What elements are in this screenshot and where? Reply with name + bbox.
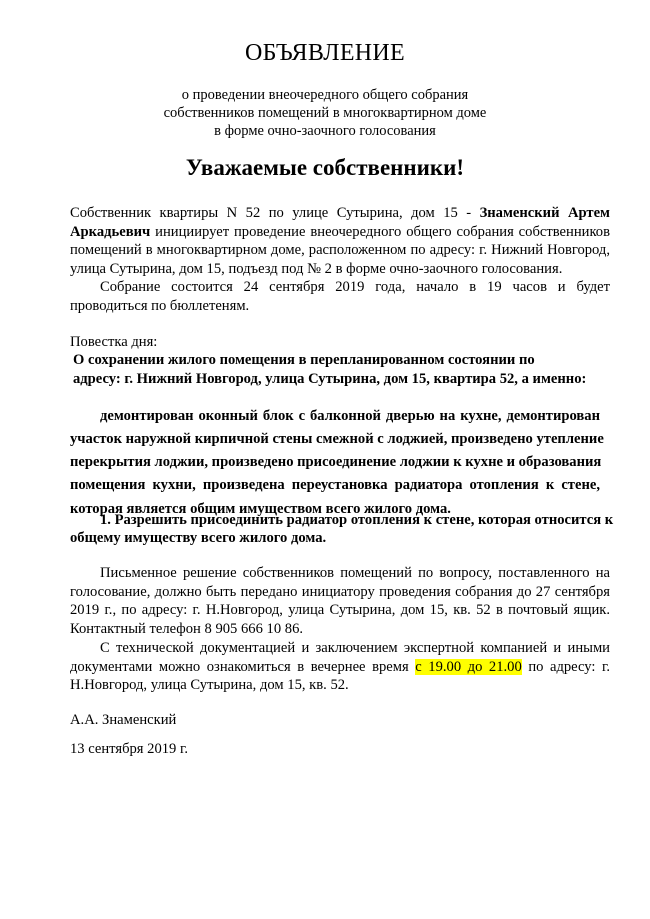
paragraph-documents <box>100 639 610 658</box>
p3-line-4: Контактный телефон 8 905 666 10 86. <box>70 620 304 637</box>
item1-line-1: 1. Разрешить присоединить радиатор отопления к стене, которая относится к <box>100 512 614 528</box>
details-line-2: участок наружной кирпичной стены смежной с лоджией, произведено утепление <box>70 431 604 447</box>
paragraph-decision-rest <box>70 583 610 639</box>
date: 13 сентября 2019 г. <box>70 741 188 757</box>
agenda-line-1: О сохранении жилого помещения в перепланированном состоянии по <box>73 352 535 368</box>
details-line-1: демонтирован оконный блок с балконной дверью на кухне, демонтирован <box>100 408 600 424</box>
p3-line-3: 2019 г., по адресу: г. Н.Новгород, улица Сутырина, дом 15, кв. 52 в почтовый ящик. <box>70 602 610 619</box>
details-line-3: перекрытия лоджии, произведено присоединение лоджии к кухне и образования <box>70 454 602 471</box>
details-paragraph <box>100 405 600 429</box>
p4-line-1: С технической документацией и заключением экспертной компанией и иными <box>100 640 610 656</box>
item1-line-2: общему имуществу всего жилого дома. <box>70 530 327 546</box>
details-paragraph-rest <box>70 428 604 521</box>
p4-line-3: Н.Новгород, улица Сутырина, дом 15, кв. 52. <box>70 677 349 694</box>
details-line-4: помещения кухни, произведена переустановка радиатора отопления к стене, <box>70 477 600 494</box>
paragraph-documents-rest <box>70 658 610 695</box>
p1-line-3: помещений в многоквартирном доме, расположенном по адресу: г. Нижний Новгород, <box>70 242 610 259</box>
p3-line-1: Письменное решение собственников помещений по вопросу, поставленного на <box>100 565 610 581</box>
agenda-line-2: адресу: г. Нижний Новгород, улица Сутырина, дом 15, квартира 52, а именно: <box>73 370 587 387</box>
p1-line-2: Аркадьевич инициирует проведение внеочередного общего собрания собственников <box>70 223 610 240</box>
details-line-5: которая является общим имуществом всего жилого дома. <box>70 500 451 517</box>
p1-line-4: улица Сутырина, дом 15, подъезд под № 2 в форме очно-заочного голосования. <box>70 260 563 277</box>
greeting: Уважаемые собственники! <box>185 155 465 180</box>
page-title: ОБЪЯВЛЕНИЕ <box>244 40 406 66</box>
subtitle-line-2: собственников помещений в многоквартирном доме <box>163 105 487 121</box>
p4-line-2: документами можно ознакомиться в вечернее время с 19.00 до 21.00 по адресу: г. <box>70 658 610 675</box>
paragraph-initiator <box>70 204 610 278</box>
agenda-item-1 <box>100 510 614 530</box>
p1-line-1: Собственник квартиры N 52 по улице Сутырина, дом 15 - Знаменский Артем <box>70 205 610 221</box>
p2-line-2: проводиться по бюллетеням. <box>70 298 250 314</box>
agenda-label: Повестка дня: <box>70 334 158 350</box>
agenda-text <box>73 351 595 388</box>
subtitle-line-3: в форме очно-заочного голосования <box>214 123 436 139</box>
paragraph-decision <box>100 564 610 583</box>
subtitle-line-1: о проведении внеочередного общего собрания <box>181 87 469 103</box>
highlighted-hours: с 19.00 до 21.00 <box>415 658 522 675</box>
p3-line-2: голосование, должно быть передано инициатору проведения собрания до 27 сентября <box>70 583 610 600</box>
paragraph-meeting-time <box>100 278 610 297</box>
p2-line-1: Собрание состоится 24 сентября 2019 года, начало в 19 часов и будет <box>100 279 610 295</box>
signature: А.А. Знаменский <box>70 712 177 728</box>
